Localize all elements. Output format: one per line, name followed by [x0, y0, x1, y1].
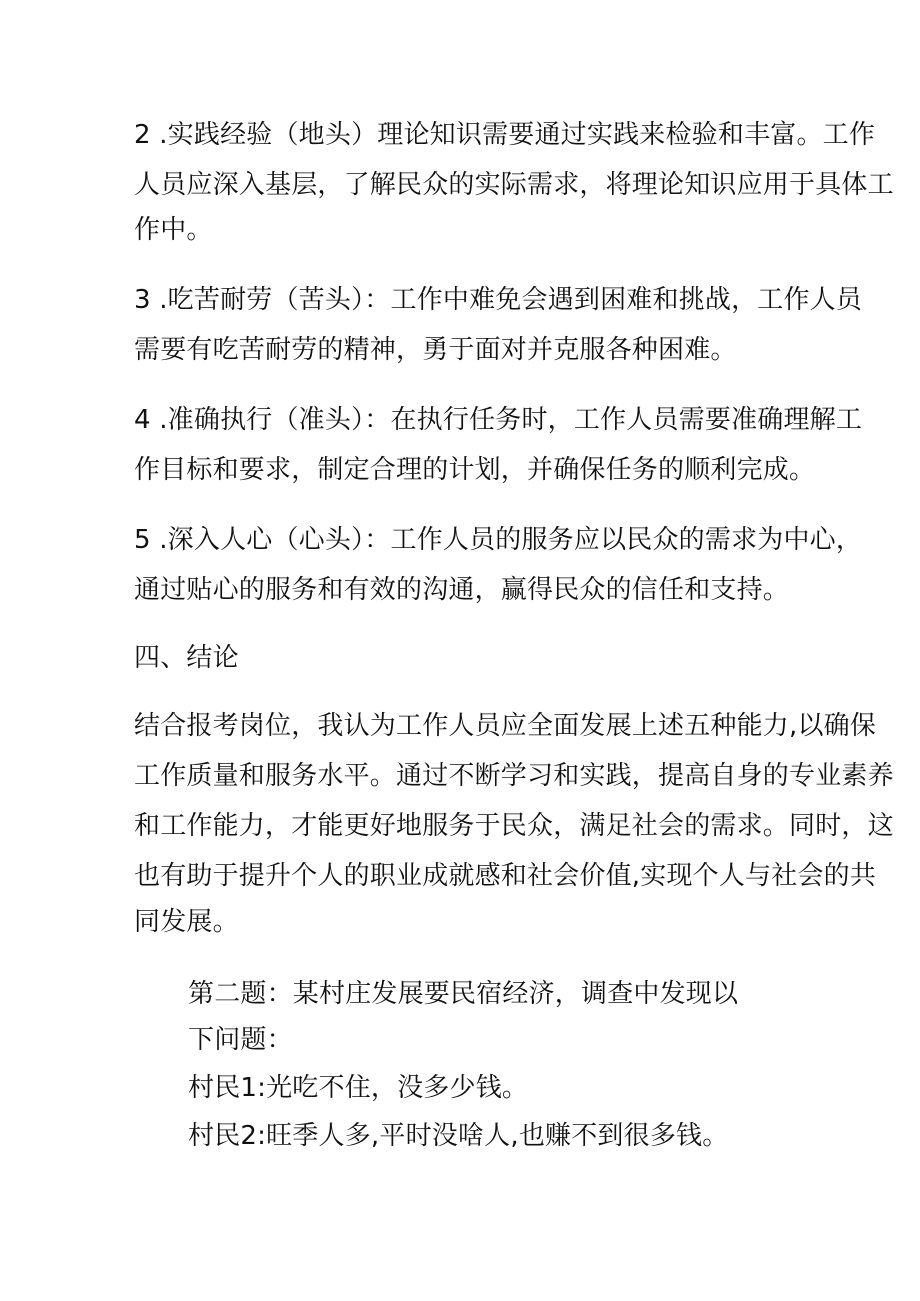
item-2-line-3: 作中。 [134, 215, 213, 245]
conclusion-line-3: 和工作能力，才能更好地服务于民众，满足社会的需求。同时，这 [134, 811, 894, 841]
conclusion-line-1: 结合报考岗位，我认为工作人员应全面发展上述五种能力,以确保 [134, 711, 877, 741]
item-3-line-1: 3 .吃苦耐劳（苦头）：工作中难免会遇到困难和挑战，工作人员 [134, 285, 863, 315]
villager-2-quote: 村民2:旺季人多,平时没啥人,也赚不到很多钱。 [188, 1121, 729, 1151]
conclusion-line-5: 同发展。 [134, 907, 239, 937]
item-2-line-1: 2 .实践经验（地头）理论知识需要通过实践来检验和丰富。工作 [134, 120, 876, 150]
item-4-line-2: 作目标和要求，制定合理的计划，并确保任务的顺利完成。 [134, 455, 816, 485]
question-2-line-1: 第二题：某村庄发展要民宿经济，调查中发现以 [188, 979, 739, 1009]
question-2-line-2: 下问题： [188, 1025, 293, 1055]
conclusion-line-4: 也有助于提升个人的职业成就感和社会价值,实现个人与社会的共 [134, 861, 877, 891]
item-5-line-2: 通过贴心的服务和有效的沟通，赢得民众的信任和支持。 [134, 575, 790, 605]
villager-1-quote: 村民1:光吃不住，没多少钱。 [188, 1073, 529, 1103]
item-5-line-1: 5 .深入人心（心头）：工作人员的服务应以民众的需求为中心， [134, 525, 863, 555]
item-3-line-2: 需要有吃苦耐劳的精神，勇于面对并克服各种困难。 [134, 335, 737, 365]
item-2-line-2: 人员应深入基层，了解民众的实际需求，将理论知识应用于具体工 [134, 170, 894, 200]
conclusion-line-2: 工作质量和服务水平。通过不断学习和实践，提高自身的专业素养 [134, 761, 894, 791]
section-heading-conclusion: 四、结论 [134, 643, 239, 673]
item-4-line-1: 4 .准确执行（准头）：在执行任务时，工作人员需要准确理解工 [134, 405, 863, 435]
